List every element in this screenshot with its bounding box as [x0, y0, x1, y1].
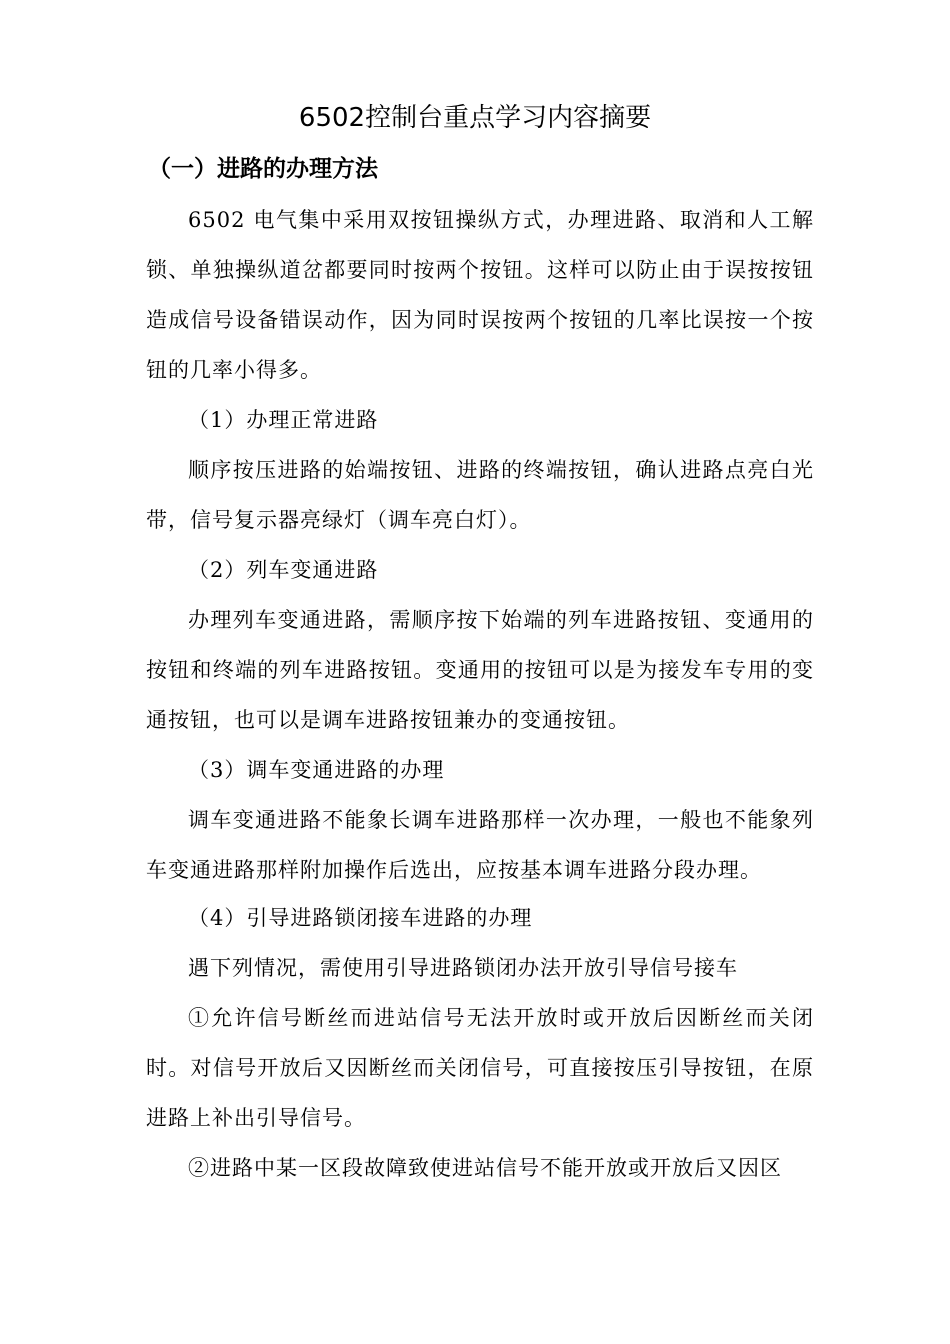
case-2-paragraph: ②进路中某一区段故障致使进站信号不能开放或开放后又因区 [188, 1156, 782, 1180]
item-2-paragraph: 办理列车变通进路，需顺序按下始端的列车进路按钮、变通用的按钮和终端的列车进路按钮。变通用的按钮可以是为接发车专用的变通按钮，也可以是调车进路按钮兼办的变通按钮。 [146, 608, 814, 732]
item-2-heading: （2）列车变通进路 [188, 558, 379, 582]
item-3-paragraph: 调车变通进路不能象长调车进路那样一次办理，一般也不能象列车变通进路那样附加操作后选出，应按基本调车进路分段办理。 [146, 808, 814, 882]
section-heading: （一）进路的办理方法 [148, 156, 378, 182]
item-3-heading: （3）调车变通进路的办理 [188, 758, 445, 782]
intro-paragraph: 6502 电气集中采用双按钮操纵方式，办理进路、取消和人工解锁、单独操纵道岔都要同时按两个按钮。这样可以防止由于误按按钮造成信号设备错误动作，因为同时误按两个按钮的几率比误按一个按钮的几率小得多。 [146, 208, 814, 382]
item-1-paragraph: 顺序按压进路的始端按钮、进路的终端按钮，确认进路点亮白光带，信号复示器亮绿灯（调车亮白灯）。 [146, 458, 814, 532]
item-4-heading: （4）引导进路锁闭接车进路的办理 [188, 906, 533, 930]
document-title: 6502控制台重点学习内容摘要 [298, 103, 652, 133]
case-1-paragraph: ①允许信号断丝而进站信号无法开放时或开放后因断丝而关闭时。对信号开放后又因断丝而关闭信号，可直接按压引导按钮，在原进路上补出引导信号。 [146, 1006, 814, 1130]
item-1-heading: （1）办理正常进路 [188, 408, 379, 432]
item-4-paragraph: 遇下列情况，需使用引导进路锁闭办法开放引导信号接车 [188, 956, 738, 980]
